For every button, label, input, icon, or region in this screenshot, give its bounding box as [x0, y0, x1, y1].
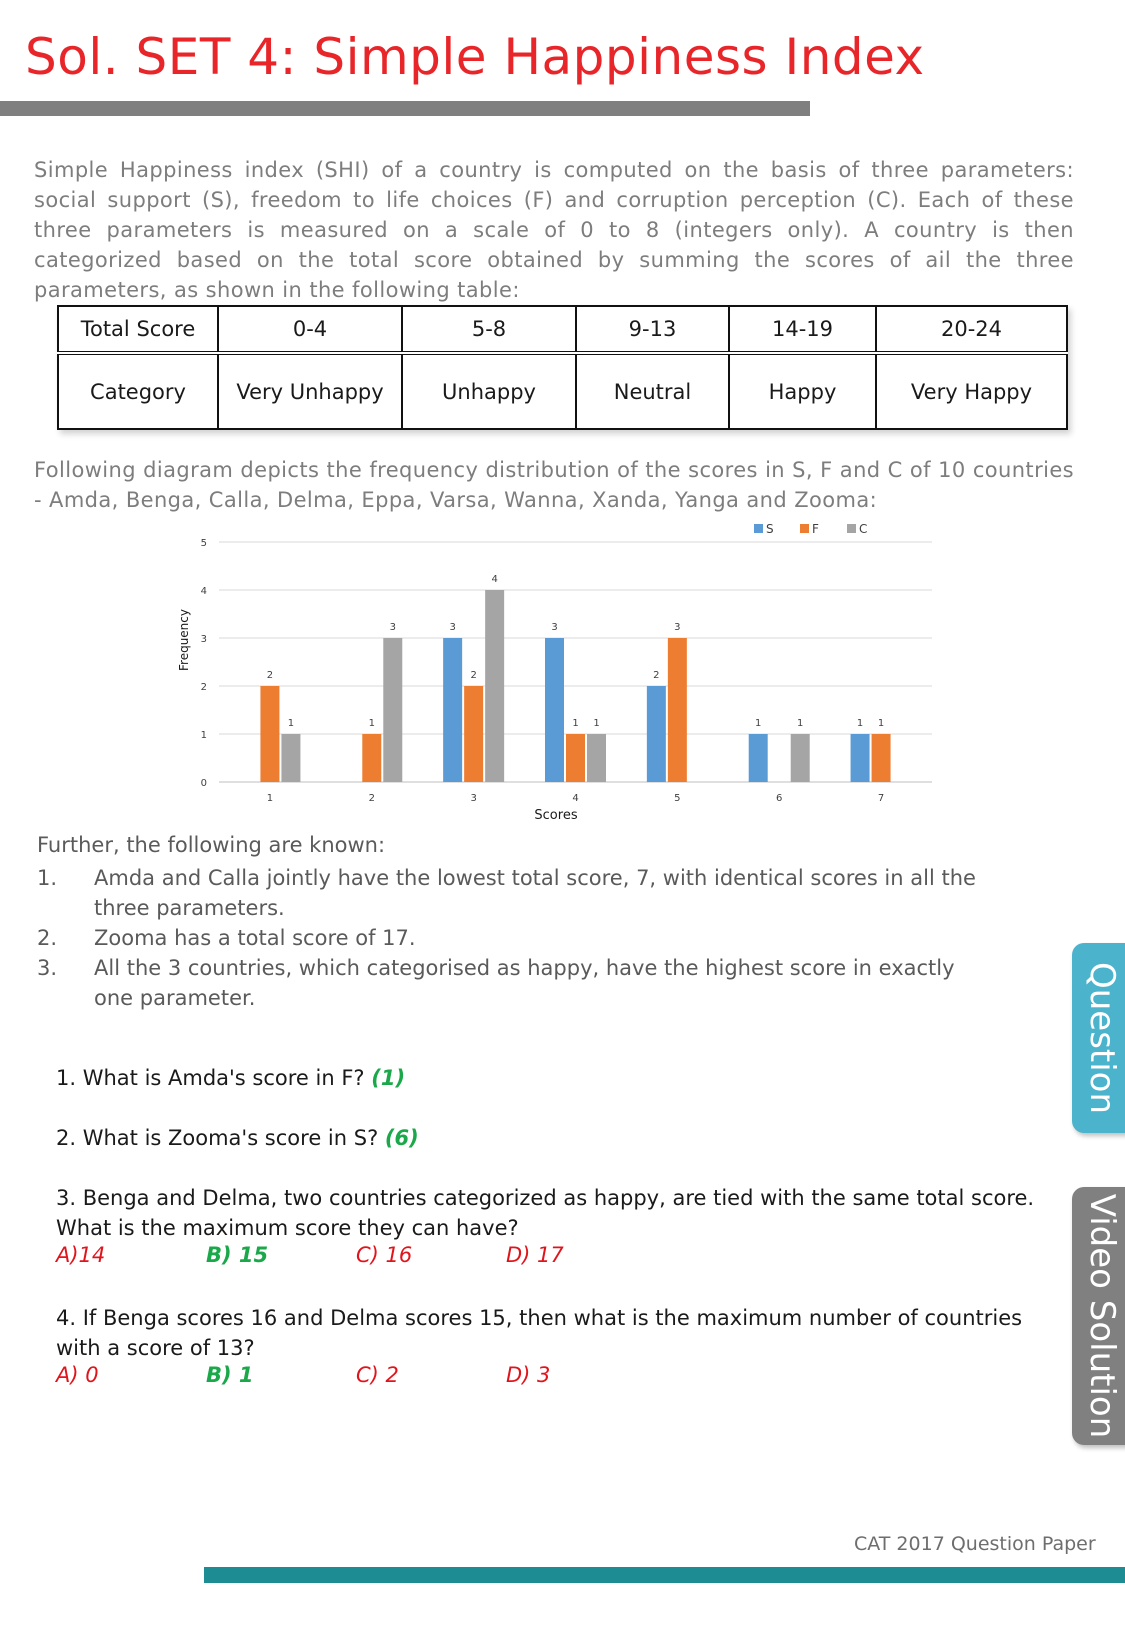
data-label: 4 [491, 574, 498, 585]
table-cell: Category [58, 353, 218, 429]
data-label: 1 [368, 718, 375, 729]
fact-number: 1. [37, 866, 58, 890]
bar-C-6 [791, 734, 810, 782]
option-b-correct: B) 1 [206, 1363, 254, 1387]
bar-C-1 [281, 734, 300, 782]
table-cell: 20-24 [876, 306, 1067, 353]
bar-S-3 [443, 638, 462, 782]
bar-F-5 [668, 638, 687, 782]
bar-F-4 [566, 734, 585, 782]
x-tick-label: 7 [877, 793, 885, 804]
question-2 [56, 1123, 1046, 1153]
fact-text: Amda and Calla jointly have the lowest total score, 7, with identical scores in all the three parameters. [94, 866, 976, 920]
bar-C-3 [485, 590, 504, 782]
data-label: 1 [856, 718, 864, 729]
legend-label-C: C [859, 522, 868, 536]
legend-label-F: F [812, 522, 819, 536]
legend-swatch-S [754, 524, 763, 533]
data-label: 1 [877, 718, 885, 729]
option-d: D) 17 [506, 1243, 564, 1267]
bar-S-5 [647, 686, 666, 782]
intro-paragraph: Simple Happiness index (SHI) of a country is computed on the basis of three parameters: social support (S), freedom to life choices (F) and corruption perception (C). Each of these three parameters is measured on a scale of 0 to 8 (integers only). A country is then categorized based on the total score obtained by summing the scores of ail the three parameters, as shown in the following table: [34, 158, 1074, 302]
question-4-options [56, 1363, 756, 1393]
table-cell: Happy [729, 353, 876, 429]
data-label: 1 [287, 718, 295, 729]
table-cell: Unhappy [402, 353, 576, 429]
video-solution-tab-label: Video Solution [1082, 1193, 1122, 1439]
x-axis-title: Scores [534, 808, 578, 823]
table-cell: 14-19 [729, 306, 876, 353]
y-tick-label: 4 [200, 586, 207, 597]
data-label: 1 [572, 718, 579, 729]
question-3-options [56, 1243, 756, 1273]
table-cell: Very Happy [876, 353, 1067, 429]
option-b-correct: B) 15 [206, 1243, 269, 1267]
y-axis-title: Frequency [177, 609, 191, 671]
data-label: 1 [797, 718, 804, 729]
bar-S-4 [545, 638, 564, 782]
table-cell: 0-4 [218, 306, 402, 353]
question-text: 1. What is Amda's score in F? [56, 1066, 372, 1090]
table-cell: 9-13 [576, 306, 729, 353]
option-d: D) 3 [506, 1363, 551, 1387]
y-tick-label: 0 [200, 778, 207, 789]
table-cell: Very Unhappy [218, 353, 402, 429]
y-tick-label: 1 [200, 730, 207, 741]
y-tick-label: 3 [200, 634, 207, 645]
legend-label-S: S [766, 522, 774, 536]
bar-F-3 [464, 686, 483, 782]
y-tick-label: 5 [200, 538, 207, 549]
title-underline-bar [0, 101, 810, 116]
question-3: 3. Benga and Delma, two countries categorized as happy, are tied with the same total score. What is the maximum score they can have? [56, 1186, 1035, 1240]
question-1 [56, 1063, 1046, 1093]
legend-swatch-F [800, 524, 809, 533]
x-tick-label: 5 [674, 793, 681, 804]
data-label: 2 [653, 670, 660, 681]
y-tick-label: 2 [200, 682, 207, 693]
bar-S-7 [851, 734, 870, 782]
legend-swatch-C [847, 524, 856, 533]
question-4: 4. If Benga scores 16 and Delma scores 15, then what is the maximum number of countries with a score of 13? [56, 1306, 1023, 1360]
table-cell: Total Score [58, 306, 218, 353]
option-a: A) 0 [56, 1363, 99, 1387]
score-category-table [57, 305, 1068, 430]
data-label: 1 [755, 718, 762, 729]
data-label: 3 [389, 622, 396, 633]
bar-C-2 [383, 638, 402, 782]
diagram-description: Following diagram depicts the frequency distribution of the scores in S, F and C of 10 countries - Amda, Benga, Calla, Delma, Eppa, Varsa, Wanna, Xanda, Yanga and Zooma: [34, 458, 1074, 512]
table-cell: Neutral [576, 353, 729, 429]
fact-text: Zooma has a total score of 17. [94, 926, 416, 950]
x-tick-label: 6 [776, 793, 783, 804]
bar-F-7 [872, 734, 891, 782]
bar-F-2 [362, 734, 381, 782]
footer-bar [204, 1567, 1125, 1583]
answer-value: (1) [371, 1066, 406, 1090]
option-c: C) 2 [356, 1363, 399, 1387]
question-tab-label: Question [1082, 961, 1122, 1115]
table-cell: 5-8 [402, 306, 576, 353]
option-a: A)14 [56, 1243, 106, 1267]
table-row [58, 306, 1067, 353]
bar-C-4 [587, 734, 606, 782]
fact-number: 2. [37, 926, 58, 950]
bar-F-1 [260, 686, 279, 782]
data-label: 2 [470, 670, 477, 681]
fact-text: All the 3 countries, which categorised as happy, have the highest score in exactly one parameter. [94, 956, 955, 1010]
data-label: 2 [266, 670, 274, 681]
data-label: 3 [674, 622, 681, 633]
data-label: 1 [593, 718, 600, 729]
x-tick-label: 4 [572, 793, 579, 804]
answer-value: (6) [384, 1126, 419, 1150]
x-tick-label: 3 [470, 793, 477, 804]
data-label: 3 [551, 622, 558, 633]
question-text: 2. What is Zooma's score in S? [56, 1126, 385, 1150]
x-tick-label: 1 [266, 793, 274, 804]
video-solution-tab[interactable] [1072, 1187, 1125, 1445]
data-label: 3 [449, 622, 456, 633]
bar-S-6 [749, 734, 768, 782]
footer-caption: CAT 2017 Question Paper [854, 1533, 1096, 1555]
option-c: C) 16 [356, 1243, 413, 1267]
facts-intro: Further, the following are known: [37, 833, 386, 857]
fact-number: 3. [37, 956, 58, 980]
page-title: Sol. SET 4: Simple Happiness Index [25, 28, 925, 86]
table-row [58, 353, 1067, 429]
x-tick-label: 2 [368, 793, 375, 804]
question-tab[interactable] [1072, 943, 1125, 1133]
